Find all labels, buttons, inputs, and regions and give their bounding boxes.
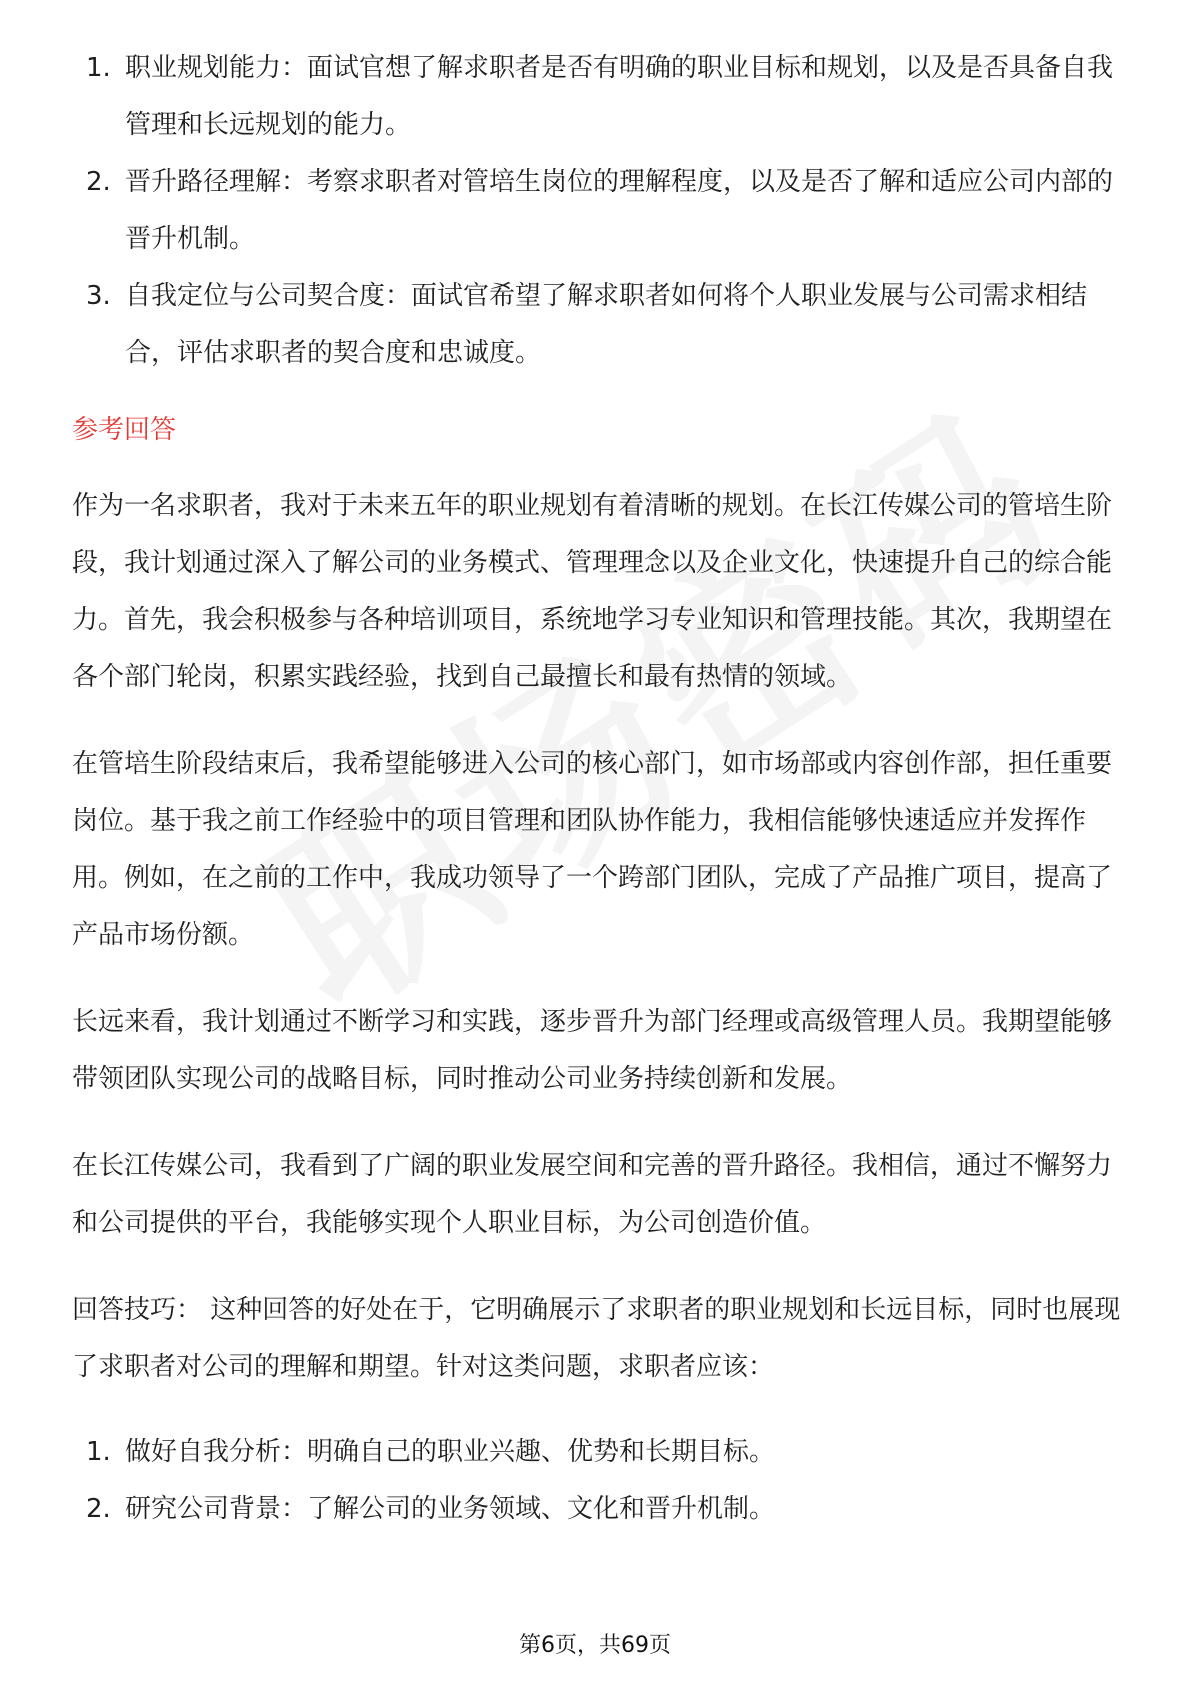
list-item <box>72 1481 1122 1538</box>
list-item-text: 做好自我分析：明确自己的职业兴趣、优势和长期目标。 <box>125 1437 776 1467</box>
list-item <box>72 268 1122 382</box>
list-item-text: 研究公司背景：了解公司的业务领域、文化和晋升机制。 <box>125 1494 776 1524</box>
reference-answer-heading: 参考回答 <box>72 415 177 445</box>
list-number: 1. <box>86 1437 111 1467</box>
list-item-text: 晋升路径理解：考察求职者对管培生岗位的理解程度，以及是否了解和适应公司内部的晋升机制。 <box>125 167 1114 254</box>
intro-list <box>72 40 1122 382</box>
list-item <box>72 1424 1122 1481</box>
list-number: 2. <box>86 167 111 197</box>
list-item <box>72 154 1122 268</box>
list-item-text: 职业规划能力：面试官想了解求职者是否有明确的职业目标和规划，以及是否具备自我管理和长远规划的能力。 <box>125 53 1114 140</box>
list-item-text: 自我定位与公司契合度：面试官希望了解求职者如何将个人职业发展与公司需求相结合，评估求职者的契合度和忠诚度。 <box>125 281 1088 368</box>
list-number: 1. <box>86 53 111 83</box>
page-content <box>72 40 1122 1538</box>
answer-tips-paragraph: 回答技巧： 这种回答的好处在于，它明确展示了求职者的职业规划和长远目标，同时也展现了求职者对公司的理解和期望。针对这类问题，求职者应该： <box>72 1295 1121 1382</box>
page-number-footer: 第6页，共69页 <box>519 1633 671 1658</box>
answer-paragraph: 作为一名求职者，我对于未来五年的职业规划有着清晰的规划。在长江传媒公司的管培生阶段，我计划通过深入了解公司的业务模式、管理理念以及企业文化，快速提升自己的综合能力。首先，我会积极参与各种培训项目，系统地学习专业知识和管理技能。其次，我期望在各个部门轮岗，积累实践经验，找到自己最擅长和最有热情的领域。 <box>72 491 1113 692</box>
list-number: 2. <box>86 1494 111 1524</box>
answer-paragraph: 在管培生阶段结束后，我希望能够进入公司的核心部门，如市场部或内容创作部，担任重要岗位。基于我之前工作经验中的项目管理和团队协作能力，我相信能够快速适应并发挥作用。例如，在之前的工作中，我成功领导了一个跨部门团队，完成了产品推广项目，提高了产品市场份额。 <box>72 749 1113 950</box>
list-item <box>72 40 1122 154</box>
list-number: 3. <box>86 281 111 311</box>
tips-list <box>72 1424 1122 1538</box>
answer-paragraph: 在长江传媒公司，我看到了广阔的职业发展空间和完善的晋升路径。我相信，通过不懈努力和公司提供的平台，我能够实现个人职业目标，为公司创造价值。 <box>72 1151 1113 1238</box>
answer-paragraph: 长远来看，我计划通过不断学习和实践，逐步晋升为部门经理或高级管理人员。我期望能够带领团队实现公司的战略目标，同时推动公司业务持续创新和发展。 <box>72 1007 1113 1094</box>
